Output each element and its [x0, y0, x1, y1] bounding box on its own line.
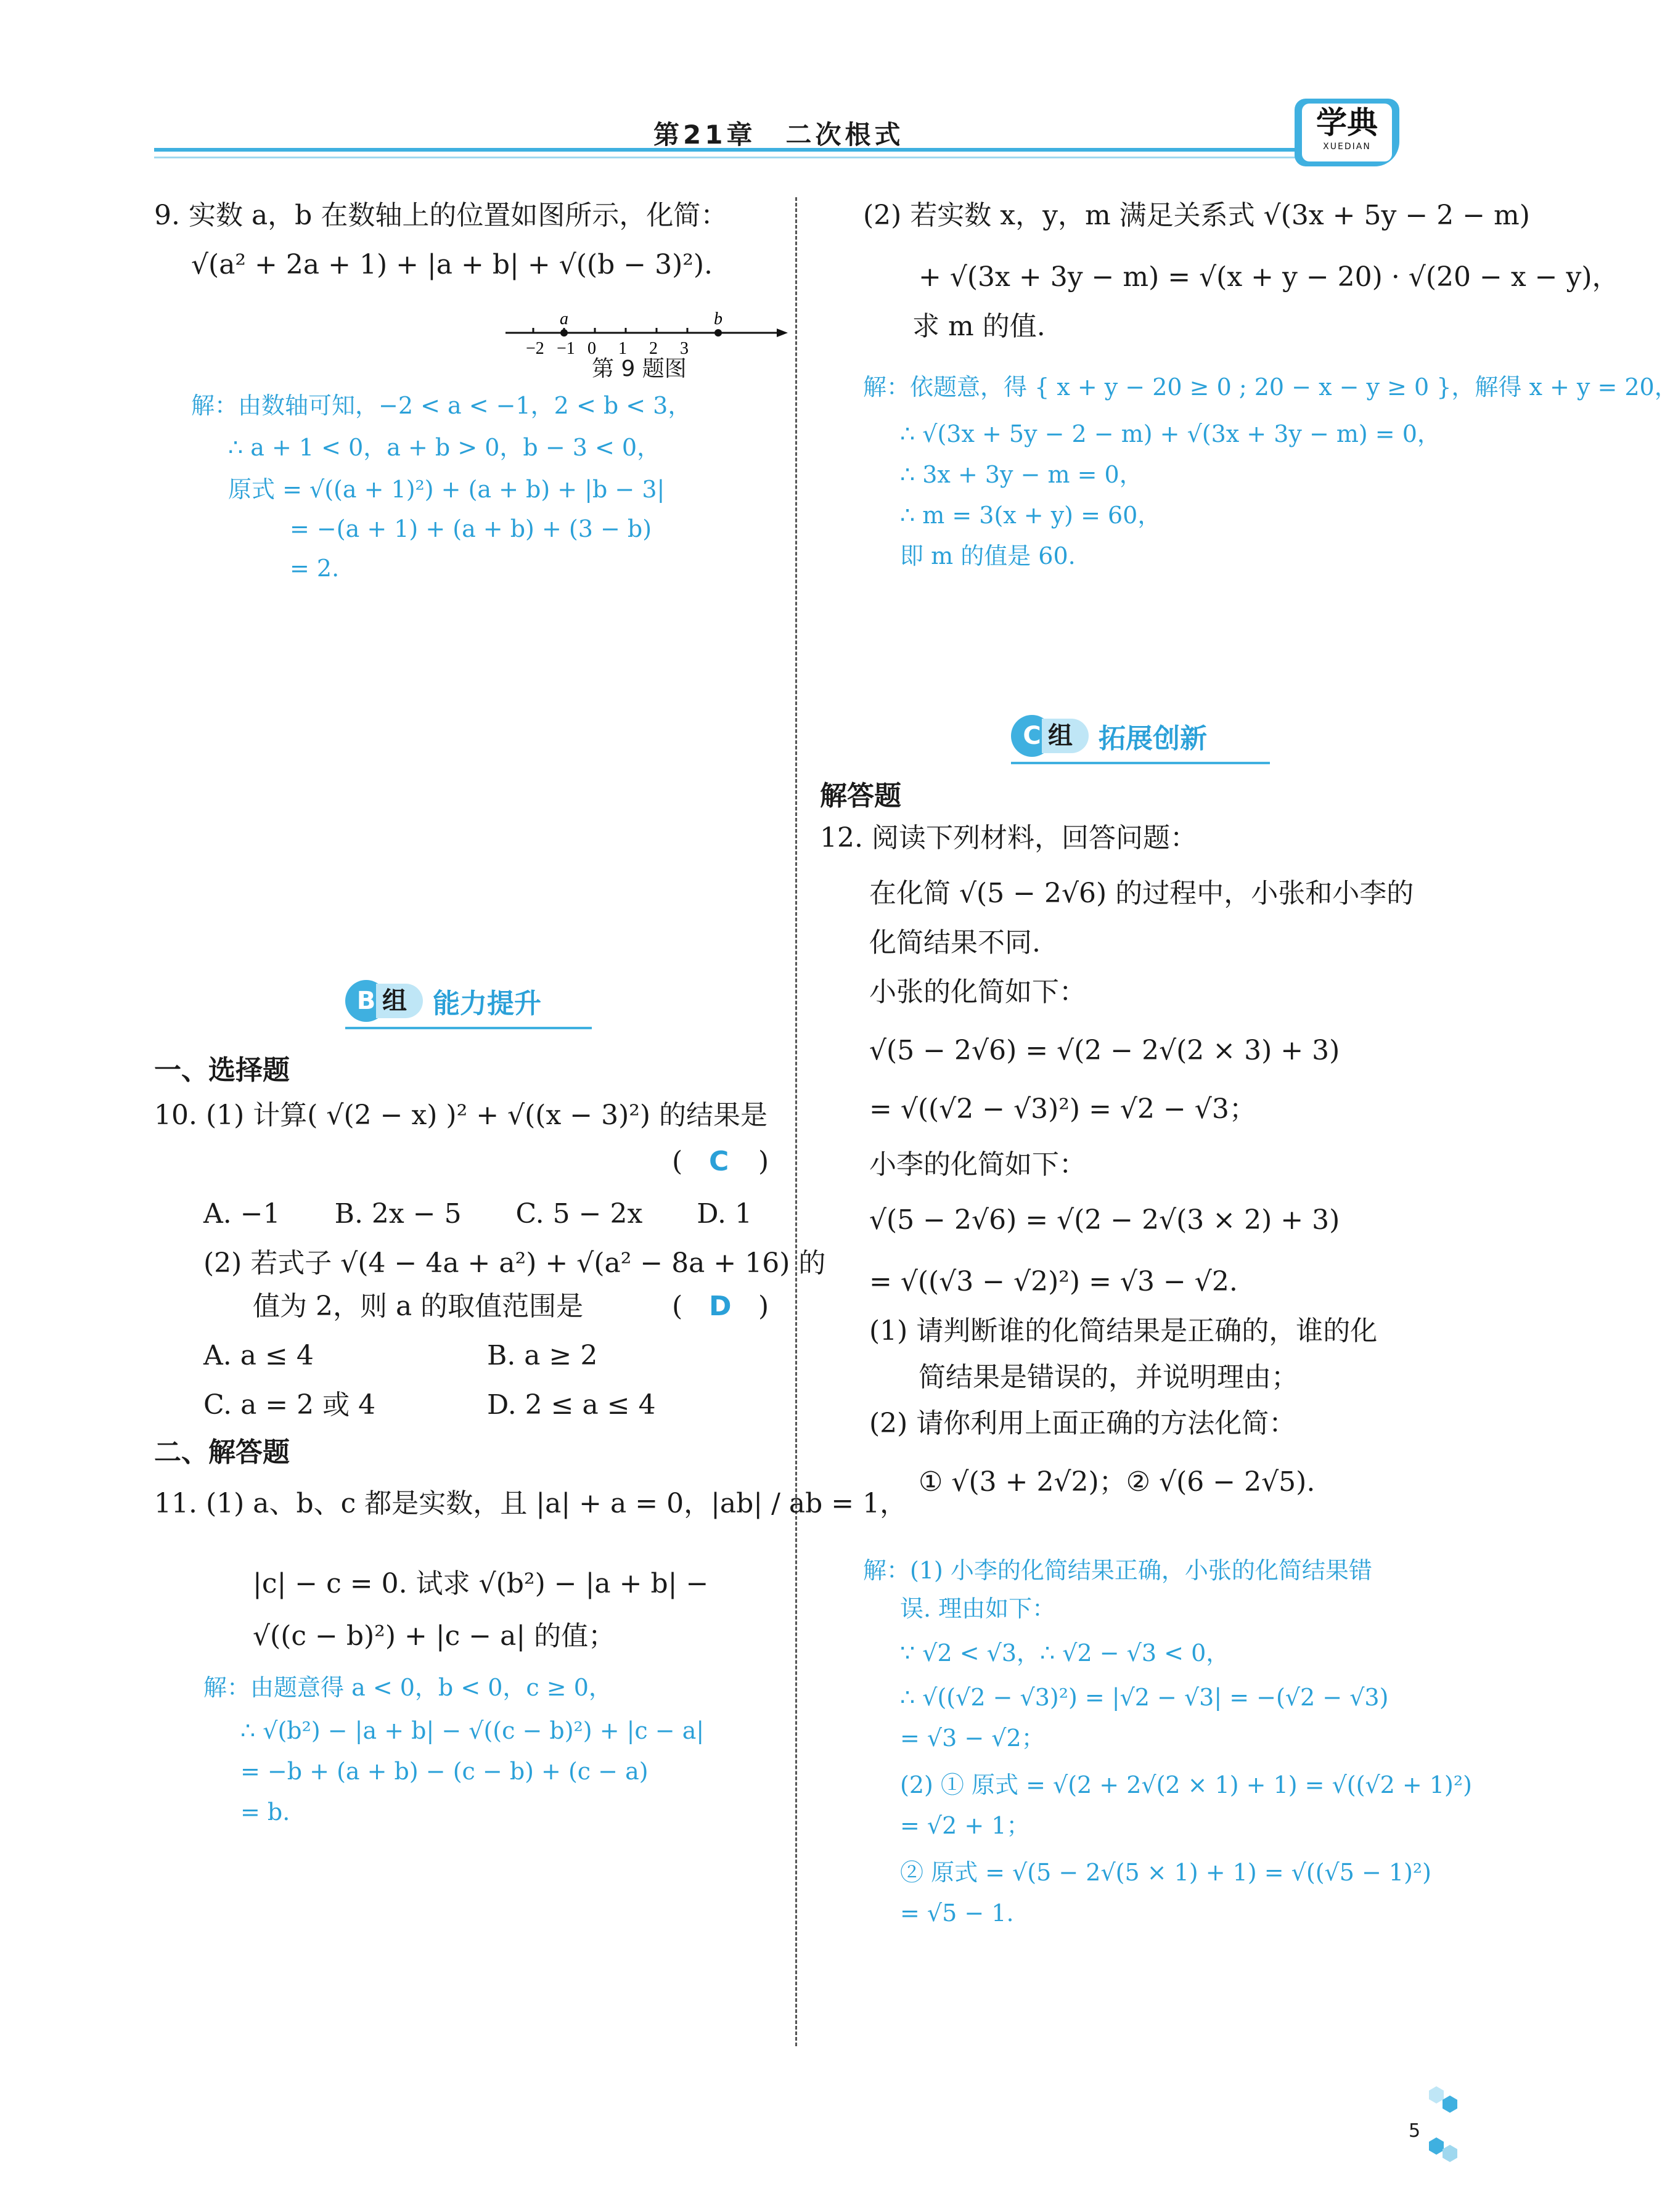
group-letter: B — [345, 980, 387, 1022]
option-c: C. a = 2 或 4 — [203, 1389, 376, 1421]
option-b: B. a ≥ 2 — [487, 1340, 598, 1371]
solution-line: ∴ √(b²) − |a + b| − √((c − b)²) + |c − a| — [240, 1717, 705, 1744]
q11-line3: √((c − b)²) + |c − a| 的值； — [253, 1620, 616, 1652]
option-a: A. a ≤ 4 — [203, 1340, 314, 1371]
solution-line: 即 m 的值是 60. — [900, 542, 1076, 569]
point-a — [560, 329, 568, 337]
solution-line: ∴ a + 1 < 0，a + b > 0，b − 3 < 0， — [228, 434, 661, 461]
q9-line2: √(a² + 2a + 1) + |a + b| + √((b − 3)²). — [191, 249, 713, 280]
solution-line: 解：由数轴可知，−2 < a < −1，2 < b < 3， — [191, 392, 692, 419]
solution-line: ② 原式 = √(5 − 2√(5 × 1) + 1) = √((√5 − 1)²) — [900, 1859, 1431, 1886]
section-heading: 一、选择题 — [154, 1055, 290, 1086]
number-line-arrow — [777, 329, 788, 337]
group-b-header — [345, 980, 592, 1029]
q12-material: 小李的化简如下： — [869, 1149, 1086, 1180]
q12-question: (1) 请判断谁的化简结果是正确的，谁的化 — [869, 1315, 1378, 1347]
tick-label: 1 — [618, 339, 627, 358]
solution-line: = 2. — [290, 555, 340, 582]
q12-material: = √((√3 − √2)²) = √3 − √2. — [869, 1266, 1238, 1297]
q12-material: 小张的化简如下： — [869, 976, 1086, 1008]
group-zu: 组 — [1042, 719, 1089, 753]
solution-line: = −b + (a + b) − (c − b) + (c − a) — [240, 1758, 649, 1785]
q11-line1: 11. (1) a、b、c 都是实数，且 |a| + a = 0，|ab| / ab = 1， — [154, 1488, 907, 1519]
logo-english: XUEDIAN — [1323, 142, 1371, 152]
q11p2-line3: 求 m 的值. — [912, 311, 1046, 342]
q12-material: = √((√2 − √3)²) = √2 − √3； — [869, 1093, 1256, 1125]
label-a: a — [560, 309, 568, 329]
q12-material: √(5 − 2√6) = √(2 − 2√(3 × 2) + 3) — [869, 1204, 1340, 1236]
q12-material: 在化简 √(5 − 2√6) 的过程中，小张和小李的 — [869, 878, 1414, 909]
q12-material: √(5 − 2√6) = √(2 − 2√(2 × 3) + 3) — [869, 1035, 1340, 1066]
figure-caption: 第 9 题图 — [592, 356, 687, 382]
q10-answer-2: D — [709, 1291, 732, 1322]
group-title: 能力提升 — [433, 988, 541, 1019]
q10-bracket-close-2: ) — [758, 1291, 769, 1322]
column-divider — [795, 197, 797, 2046]
group-zu: 组 — [376, 984, 423, 1018]
q12-line1: 12. 阅读下列材料，回答问题： — [820, 822, 1197, 854]
q10-bracket-open-2: ( — [672, 1291, 683, 1322]
tick-label: 3 — [680, 339, 689, 358]
q12-material: 化简结果不同. — [869, 927, 1041, 958]
q11p2-solution — [863, 370, 1678, 573]
solution-line: = √3 − √2； — [900, 1724, 1045, 1752]
solution-line: = −(a + 1) + (a + b) + (3 − b) — [290, 515, 652, 542]
option-d: D. 2 ≤ a ≤ 4 — [487, 1389, 656, 1421]
q11-solution — [203, 1670, 704, 1829]
q9-solution — [191, 388, 691, 586]
group-underline — [345, 1027, 592, 1029]
q11p2-line2: + √(3x + 3y − m) = √(x + y − 20) · √(20 − x − y)， — [919, 261, 1619, 293]
solution-line: = √5 − 1. — [900, 1900, 1014, 1927]
q10-bracket-close: ) — [758, 1146, 769, 1177]
solution-line: 解：(1) 小李的化简结果正确，小张的化简结果错 — [863, 1557, 1372, 1584]
solution-line: 原式 = √((a + 1)²) + (a + b) + |b − 3| — [228, 476, 665, 503]
tick-label: −2 — [526, 339, 544, 358]
point-b — [714, 329, 722, 337]
q9-line1: 9. 实数 a，b 在数轴上的位置如图所示，化简： — [154, 200, 728, 231]
solution-line: 误. 理由如下： — [900, 1595, 1056, 1622]
solution-line: = √2 + 1； — [900, 1812, 1030, 1839]
group-c-header — [1011, 715, 1270, 764]
tick-label: 0 — [587, 339, 596, 358]
q12-question: 简结果是错误的，并说明理由； — [919, 1361, 1298, 1393]
solution-line: ∴ √(3x + 5y − 2 − m) + √(3x + 3y − m) = 0， — [900, 420, 1441, 447]
logo-chinese: 学典 — [1316, 104, 1378, 141]
q12-solution — [863, 1553, 1472, 1930]
tick-label: 2 — [649, 339, 658, 358]
q12-question: ① √(3 + 2√2)；② √(6 − 2√5). — [919, 1466, 1316, 1498]
q11p2-line1: (2) 若实数 x，y，m 满足关系式 √(3x + 5y − 2 − m) — [863, 200, 1530, 231]
page-number: 5 — [1409, 2120, 1421, 2142]
solution-line: ∴ √((√2 − √3)²) = |√2 − √3| = −(√2 − √3) — [900, 1684, 1389, 1711]
q10-bracket-open: ( — [672, 1146, 683, 1177]
tick-label: −1 — [557, 339, 575, 358]
solution-line: 解：依题意，得 { x + y − 20 ≥ 0 ; 20 − x − y ≥ 0 }，解得 x + y = 20， — [863, 373, 1678, 401]
q10-part2-line2: 值为 2，则 a 的取值范围是 — [253, 1291, 584, 1322]
group-title: 拓展创新 — [1099, 723, 1207, 754]
solution-line: ∵ √2 < √3，∴ √2 − √3 < 0， — [900, 1639, 1230, 1667]
section-heading: 二、解答题 — [154, 1437, 290, 1468]
solution-line: ∴ m = 3(x + y) = 60， — [900, 502, 1161, 529]
chapter-title: 第21章 二次根式 — [653, 120, 904, 150]
solution-line: 解：由题意得 a < 0，b < 0，c ≥ 0， — [203, 1674, 612, 1701]
q10-part1: 10. (1) 计算( √(2 − x) )² + √((x − 3)²) 的结果是 — [154, 1100, 768, 1131]
group-underline — [1011, 762, 1270, 764]
q11-line2: |c| − c = 0. 试求 √(b²) − |a + b| − — [253, 1568, 709, 1599]
solution-line: ∴ 3x + 3y − m = 0， — [900, 461, 1143, 488]
section-heading: 解答题 — [820, 780, 901, 812]
q12-question: (2) 请你利用上面正确的方法化简： — [869, 1408, 1296, 1439]
header-rule-thin — [154, 157, 1344, 158]
group-letter: C — [1011, 715, 1053, 757]
q10-options-1: A. −1 B. 2x − 5 C. 5 − 2x D. 1 — [203, 1198, 752, 1230]
label-b: b — [714, 309, 722, 329]
solution-line: (2) ① 原式 = √(2 + 2√(2 × 1) + 1) = √((√2 + 1)²) — [900, 1771, 1472, 1798]
q10-answer-1: C — [709, 1146, 729, 1177]
q10-part2-line1: (2) 若式子 √(4 − 4a + a²) + √(a² − 8a + 16) 的 — [203, 1247, 826, 1279]
solution-line: = b. — [240, 1798, 290, 1826]
brand-logo-text — [1302, 104, 1392, 161]
